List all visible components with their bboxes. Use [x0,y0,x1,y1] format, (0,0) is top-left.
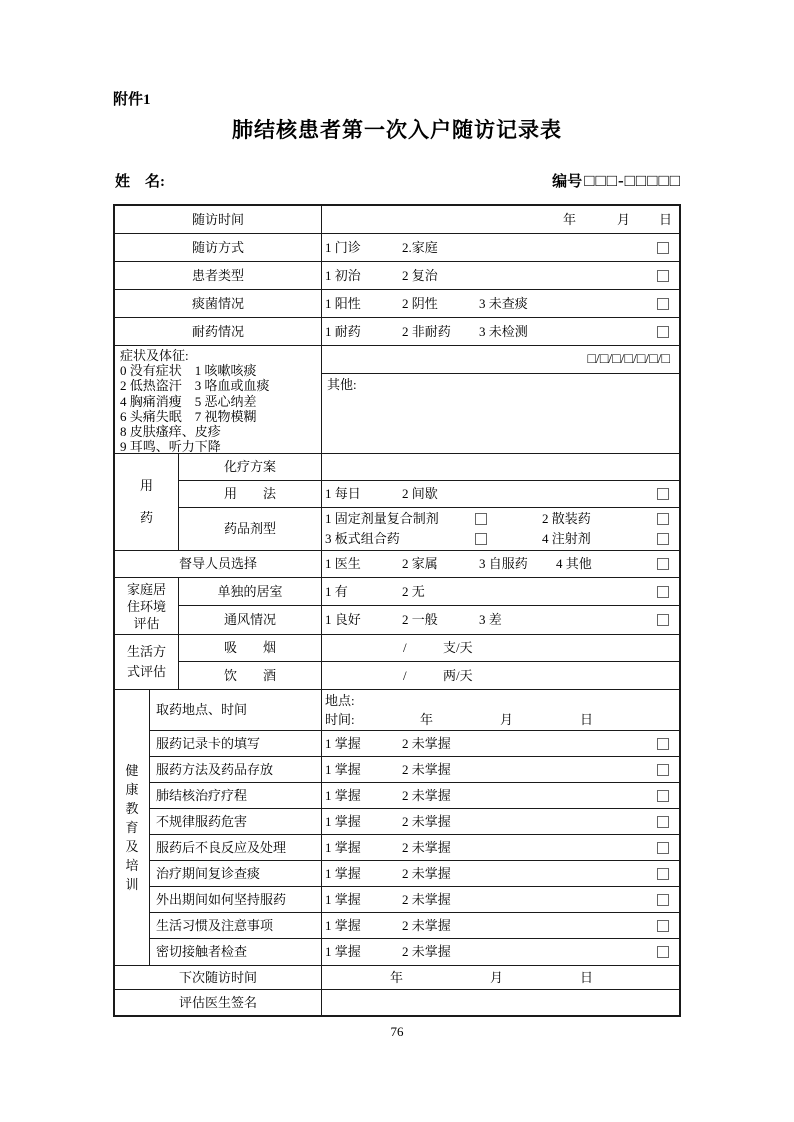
row-drinking [179,662,679,689]
checkbox[interactable] [657,533,669,545]
row-label: 肺结核治疗疗程 [150,783,322,808]
row-label: 单独的居室 [179,578,322,605]
row-label: 服药后不良反应及处理 [150,835,322,860]
option-label: 1 掌握 [325,787,361,803]
text-line: 住环境 [126,598,166,614]
row-content [322,757,679,782]
checkbox[interactable] [657,242,669,254]
row-doctor-signature [115,990,679,1015]
text-line: 8 皮肤瘙痒、皮疹 [120,424,221,440]
row-edu-irregular-harm [150,809,679,835]
options [325,486,438,502]
row-content [322,481,679,507]
dosage-line-2 [322,529,679,549]
row-content [322,318,679,345]
row-sputum-status [115,290,679,318]
options [325,762,451,778]
year-label: 年 [563,211,577,227]
option-label: 1 初治 [325,267,361,283]
smoking-field [322,635,679,661]
option-label: 3 差 [479,612,502,627]
checkbox[interactable] [657,920,669,932]
row-usage [179,481,679,508]
row-label: 随访时间 [115,206,322,233]
visit-time-field [322,206,679,233]
options [325,584,425,600]
section-home-environment [115,578,679,635]
text-line: 培 [125,858,139,873]
day-label: 日 [659,211,673,227]
pickup-time-line [322,710,679,729]
row-label: 吸 烟 [179,635,322,661]
checkbox[interactable] [657,842,669,854]
options [325,840,451,856]
row-content [322,809,679,834]
option-label: 3 自服药 [479,556,528,571]
text-line: 训 [125,877,139,892]
section-health-education [115,690,679,966]
text-line: 4 胸痛消瘦 5 恶心纳差 [120,393,257,409]
option-label: 2 无 [402,583,425,599]
option-label: 1 掌握 [325,891,361,907]
row-drug-resistance [115,318,679,346]
time-label: 时间: [325,711,355,727]
text-line: 药 [139,510,153,525]
row-next-visit-time [115,966,679,990]
row-content [322,606,679,634]
option-label: 4 其他 [556,556,592,571]
row-label: 评估医生签名 [115,990,322,1015]
row-content [322,551,679,577]
symptom-legend [115,346,322,453]
option-label: 4 注射剂 [542,531,591,546]
option-label: 2 未掌握 [402,813,451,829]
unit-label: 两/天 [443,667,473,683]
row-edu-away-adherence [150,887,679,913]
row-label: 痰菌情况 [115,290,322,317]
year-label: 年 [390,969,404,985]
row-edu-record-card [150,731,679,757]
row-label: 密切接触者检查 [150,939,322,965]
month-label: 月 [500,711,514,727]
text-line: 症状及体征: [120,348,189,363]
row-content [322,234,679,261]
option-label: 1 有 [325,583,348,599]
text-line: 式评估 [126,664,166,679]
section-medication [115,454,679,551]
name-code-row [115,170,681,191]
place-label: 地点: [325,692,355,708]
page-title: 肺结核患者第一次入户随访记录表 [232,118,562,142]
checkbox[interactable] [657,946,669,958]
options [325,296,528,312]
code-label: 编号 [552,174,583,190]
text-line: 康 [125,782,139,797]
option-label: 2 散装药 [542,511,591,526]
option-label: 1 耐药 [325,323,361,339]
row-label: 督导人员选择 [115,551,322,577]
row-label: 不规律服药危害 [150,809,322,834]
section-label-home-environment [115,578,179,634]
checkbox[interactable] [657,488,669,500]
option-label: 1 掌握 [325,865,361,881]
option-label: 2 未掌握 [402,891,451,907]
checkbox[interactable] [657,614,669,626]
option-label: 3 未查痰 [479,295,528,311]
chemo-plan-field [322,454,679,480]
row-visit-method [115,234,679,262]
row-content [322,913,679,938]
row-label: 饮 酒 [179,662,322,689]
slash: / [403,667,407,683]
attachment-label: 附件1 [113,92,151,108]
row-edu-adverse-reaction [150,835,679,861]
checkbox[interactable] [657,764,669,776]
option-label: 2 复治 [402,267,438,283]
row-content [322,262,679,289]
option-label: 1 每日 [325,486,361,501]
row-label: 耐药情况 [115,318,322,345]
row-label: 患者类型 [115,262,322,289]
code-boxes: □□□-□□□□□ [584,170,681,190]
unit-label: 支/天 [443,640,473,655]
checkbox[interactable] [657,738,669,750]
options [325,612,502,628]
checkbox[interactable] [657,558,669,570]
row-content [322,835,679,860]
option-label: 2 未掌握 [402,839,451,855]
checkbox[interactable] [657,894,669,906]
option-label: 2.家庭 [402,239,438,255]
option-label: 2 未掌握 [402,735,451,751]
row-label: 外出期间如何坚持服药 [150,887,322,912]
row-content [322,939,679,965]
options [325,892,451,908]
option-label: 1 阳性 [325,295,361,311]
pickup-place-line [322,691,679,710]
checkbox[interactable] [657,868,669,880]
options [325,556,592,572]
checkbox[interactable] [657,513,669,525]
section-lifestyle [115,635,679,690]
text-line: 教 [125,801,139,816]
doctor-signature-field [322,990,679,1015]
row-pickup-place-time [150,690,679,731]
options [325,268,438,284]
option-label: 1 掌握 [325,839,361,855]
row-dosage-form [179,508,679,550]
row-label: 生活习惯及注意事项 [150,913,322,938]
text-line: 家庭居 [126,581,166,597]
option-label: 1 掌握 [325,813,361,829]
options [325,918,451,934]
option-label: 2 阴性 [402,295,438,311]
option-label: 3 未检测 [479,323,528,339]
row-label: 随访方式 [115,234,322,261]
row-edu-treatment-course [150,783,679,809]
row-ventilation [179,606,679,634]
option-label: 2 未掌握 [402,761,451,777]
option-label: 2 未掌握 [402,917,451,933]
option-label: 1 固定剂量复合制剂 [325,511,439,526]
day-label: 日 [580,969,594,985]
drinking-field [322,662,679,689]
text-line: 0 没有症状 1 咳嗽咳痰 [120,363,257,379]
options [325,788,451,804]
row-patient-type [115,262,679,290]
checkbox[interactable] [657,326,669,338]
row-chemo-plan [179,454,679,481]
row-supervisor [115,551,679,578]
section-label-medication [115,454,179,550]
option-label: 2 间歇 [402,486,438,501]
text-line: 6 头痛失眠 7 视物模糊 [120,408,257,424]
checkbox[interactable] [475,533,487,545]
row-label: 下次随访时间 [115,966,322,989]
row-content [322,578,679,605]
options [325,866,451,882]
options [325,736,451,752]
text-line: 生活方 [126,644,166,659]
row-visit-time [115,206,679,234]
row-label: 服药记录卡的填写 [150,731,322,756]
pickup-field [322,690,679,730]
symptom-code-boxes[interactable]: □/□/□/□/□/□/□ [322,346,679,374]
row-label: 化疗方案 [179,454,322,480]
option-label: 2 未掌握 [402,787,451,803]
month-label: 月 [490,969,504,985]
text-line: 及 [125,839,139,854]
row-separate-room [179,578,679,606]
row-edu-habits-notes [150,913,679,939]
row-label: 服药方法及药品存放 [150,757,322,782]
text-line: 评估 [133,615,160,631]
row-content [322,861,679,886]
code-field [552,170,681,191]
option-label: 3 板式组合药 [325,531,400,546]
row-content [322,783,679,808]
other-label: 其他: [327,377,357,392]
row-content [322,731,679,756]
text-line: 用 [139,478,153,493]
year-label: 年 [420,711,434,727]
page-number: 76 [390,1024,404,1039]
row-label: 取药地点、时间 [150,690,322,730]
row-label: 药品剂型 [179,508,322,550]
month-label: 月 [617,211,631,227]
checkbox[interactable] [657,790,669,802]
option-label: 1 医生 [325,556,361,571]
checkbox[interactable] [657,586,669,598]
section-label-lifestyle [115,635,179,689]
section-label-health-education [115,690,150,965]
option-label: 1 掌握 [325,761,361,777]
row-smoking [179,635,679,662]
symptom-entry [322,346,679,453]
text-line: 育 [125,820,139,835]
text-line: 健 [125,763,139,778]
option-label: 2 家属 [402,556,438,571]
next-visit-field [322,966,679,989]
name-label: 姓 名: [115,174,165,190]
option-label: 1 掌握 [325,917,361,933]
row-symptoms [115,346,679,454]
checkbox[interactable] [657,270,669,282]
options [325,944,451,960]
options [325,814,451,830]
dosage-line-1 [322,509,679,529]
option-label: 2 一般 [402,612,438,627]
row-label: 用 法 [179,481,322,507]
options [325,324,528,340]
checkbox[interactable] [475,513,487,525]
row-content [322,290,679,317]
day-label: 日 [580,711,594,727]
option-label: 1 良好 [325,612,361,627]
text-line: 9 耳鸣、听力下降 [120,439,221,455]
row-content [322,887,679,912]
option-label: 2 未掌握 [402,944,451,959]
option-label: 1 门诊 [325,239,361,255]
option-label: 1 掌握 [325,944,361,959]
option-label: 2 未掌握 [402,865,451,881]
followup-form-table [113,204,681,1017]
text-line: 2 低热盗汗 3 咯血或血痰 [120,378,270,394]
slash: / [403,640,407,655]
row-label: 通风情况 [179,606,322,634]
checkbox[interactable] [657,298,669,310]
row-edu-reexam-sputum [150,861,679,887]
row-label: 治疗期间复诊查痰 [150,861,322,886]
options [325,240,438,256]
row-edu-contact-check [150,939,679,965]
row-edu-method-storage [150,757,679,783]
option-label: 2 非耐药 [402,323,451,339]
symptom-other-field [322,374,679,453]
option-label: 1 掌握 [325,735,361,751]
dosage-form-options [322,508,679,550]
checkbox[interactable] [657,816,669,828]
